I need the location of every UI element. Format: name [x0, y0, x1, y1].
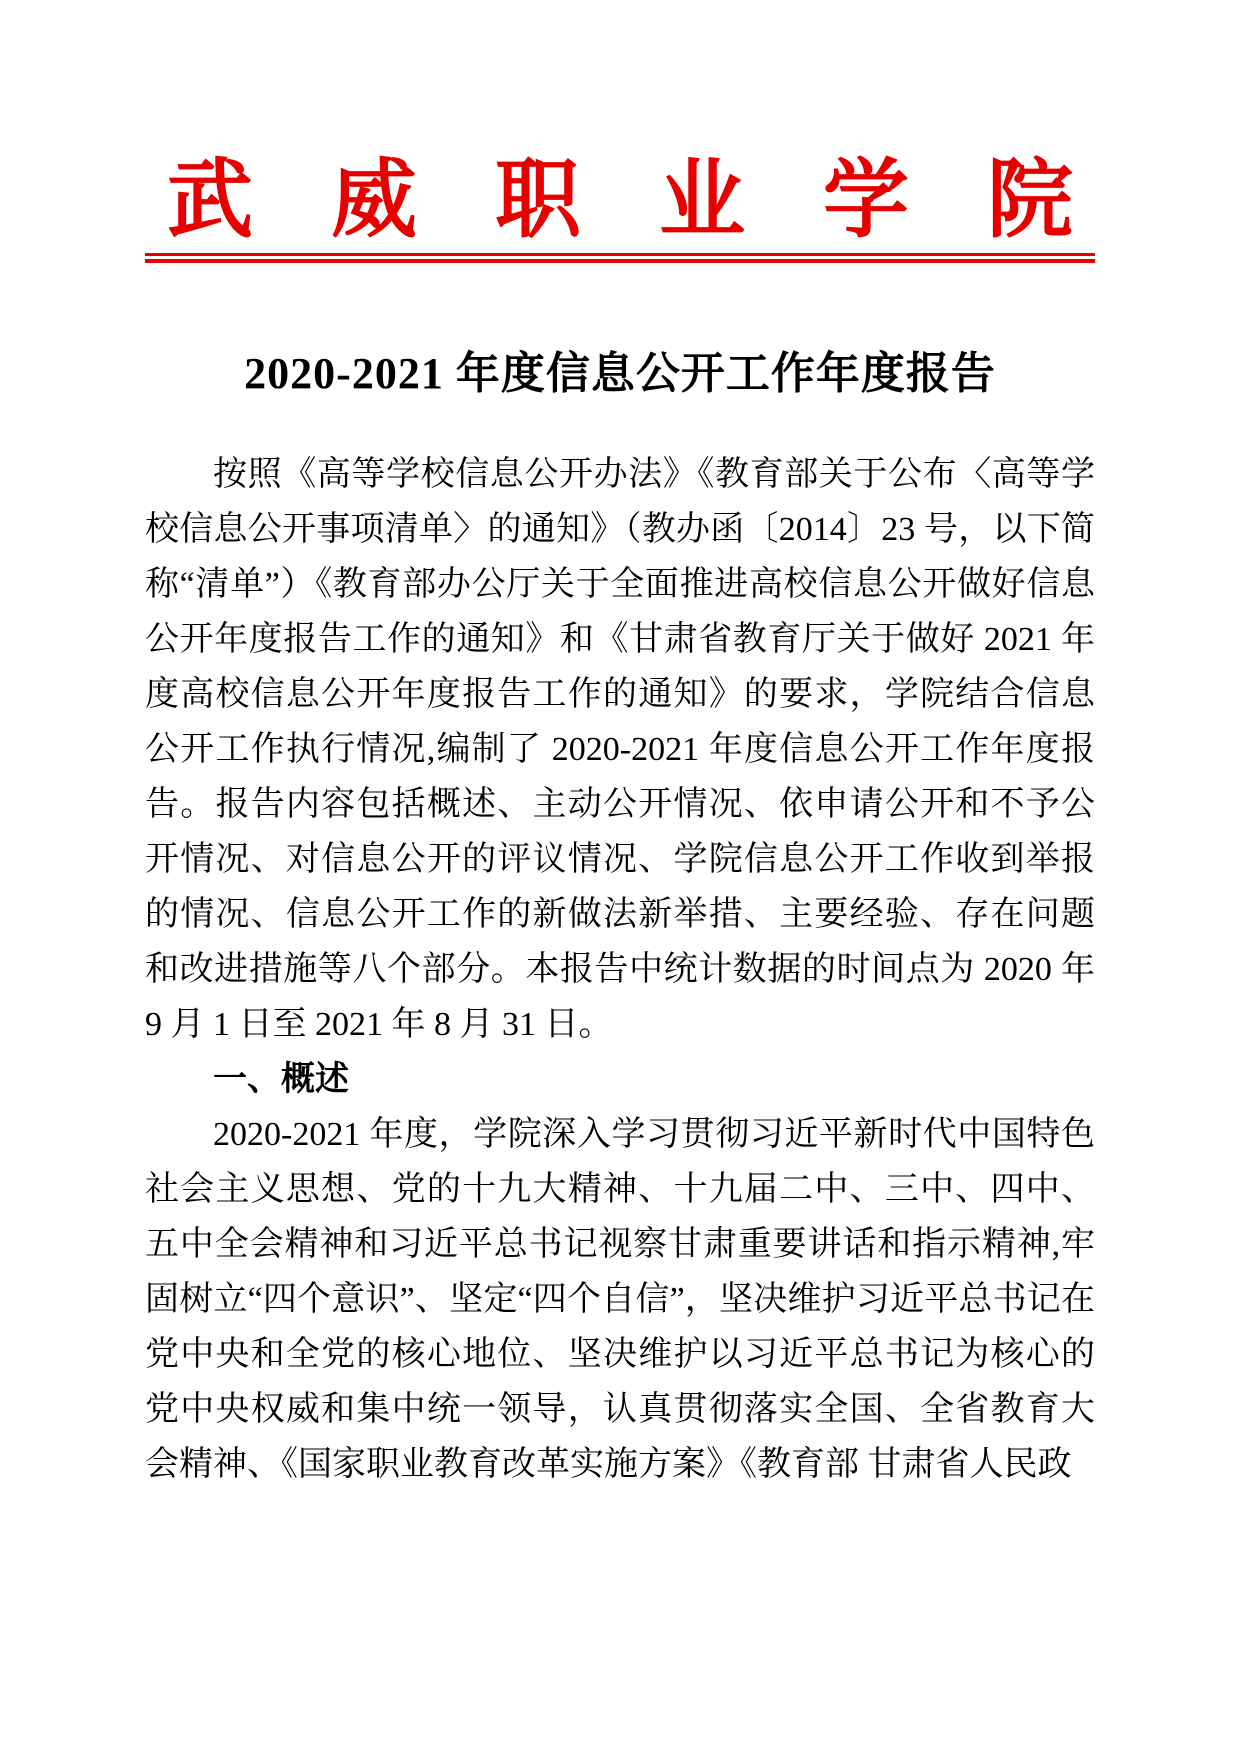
paragraph-overview: 2020-2021 年度，学院深入学习贯彻习近平新时代中国特色社会主义思想、党的十九大精神、十九届二中、三中、四中、五中全会精神和习近平总书记视察甘肃重要讲话和指示精神,牢固树立“四个意识”、坚定“四个自信”，坚决维护习近平总书记在党中央和全党的核心地位、坚决维护以习近平总书记为核心的党中央权威和集中统一领导，认真贯彻落实全国、全省教育大会精神、《国家职业教育改革实施方案》《教育部 甘肃省人民政 [145, 1116, 1095, 1484]
letterhead-char: 院 [987, 152, 1073, 248]
section-heading-overview: 一、概述 [213, 1060, 349, 1099]
letterhead-char: 学 [823, 152, 909, 248]
letterhead [145, 152, 1095, 248]
document-title: 2020-2021 年度信息公开工作年度报告 [244, 349, 996, 399]
paragraph-intro: 按照《高等学校信息公开办法》《教育部关于公布〈高等学校信息公开事项清单〉的通知》（教办函〔2014〕23 号，以下简称“清单”）《教育部办公厅关于全面推进高校信息公开做好信息公开年度报告工作的通知》和《甘肃省教育厅关于做好 2021 年度高校信息公开年度报告工作的通知》的要求，学院结合信息公开工作执行情况,编制了 2020-2021 年度信息公开工作年度报告。报告内容包括概述、主动公开情况、依申请公开和不予公开情况、对信息公开的评议情况、学院信息公开工作收到举报的情况、信息公开工作的新做法新举措、主要经验、存在问题和改进措施等八个部分。本报告中统计数据的时间点为 2020 年 9 月 1 日至 2021 年 8 月 31 日。 [145, 456, 1095, 1044]
letterhead-char: 职 [495, 152, 581, 248]
divider-line-bottom [145, 259, 1095, 263]
letterhead-char: 业 [659, 152, 745, 248]
letterhead-char: 武 [167, 152, 253, 248]
letterhead-char: 威 [331, 152, 417, 248]
divider-line-top [145, 253, 1095, 256]
letterhead-divider [145, 253, 1095, 263]
